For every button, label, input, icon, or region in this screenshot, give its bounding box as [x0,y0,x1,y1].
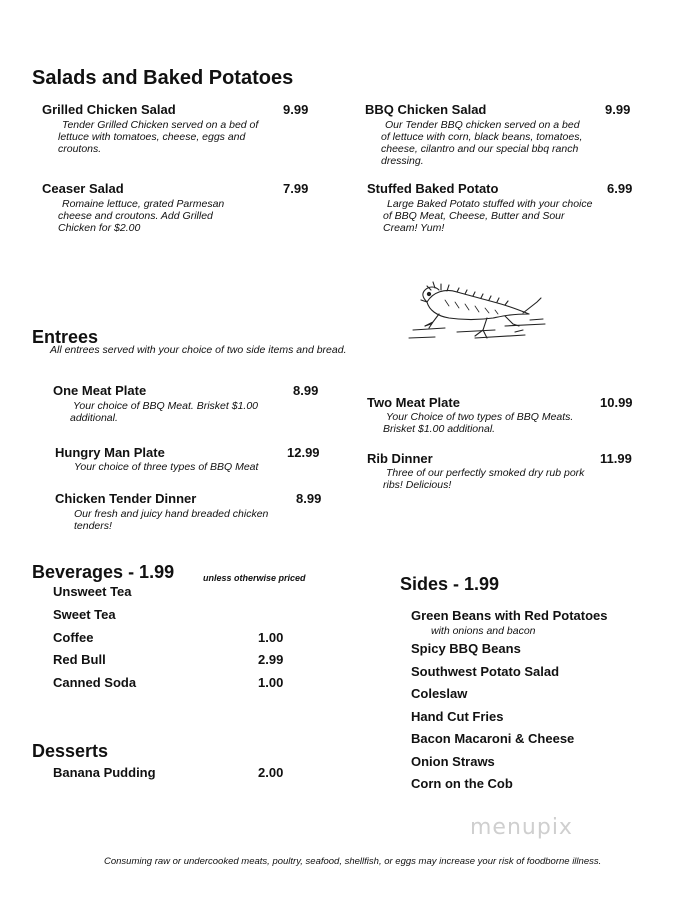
menu-item-name: Green Beans with Red Potatoes [411,608,608,623]
menu-item-name: Ceaser Salad [42,181,124,196]
menu-item-name: Southwest Potato Salad [411,664,560,679]
menu-item-name: Corn on the Cob [411,776,513,791]
menupix-watermark: menupix [470,815,573,840]
menu-item-name: Coffee [53,630,94,645]
menu-item-price: 2.00 [258,765,284,780]
menu-item-name: Hand Cut Fries [411,709,504,724]
horned-lizard-illustration [405,280,551,360]
menu-item-price: 2.99 [258,652,284,667]
menu-item-description: Tender Grilled Chicken served on a bed of lettuce with tomatoes, cheese, eggs and croutons. [58,119,259,155]
menu-item-name: Bacon Macaroni & Cheese [411,731,575,746]
menu-item-name: Banana Pudding [53,765,156,780]
menu-item-name: Two Meat Plate [367,395,460,410]
menu-item-description: Your choice of BBQ Meat. Brisket $1.00 additional. [70,400,259,424]
menu-item-price: 1.00 [258,675,284,690]
menu-item-description: Our Tender BBQ chicken served on a bed of lettuce with corn, black beans, tomatoes, cheese, cilantro and our special bbq ranch dressing. [381,119,583,167]
entrees-heading: Entrees [32,327,99,347]
menu-item-price: 10.99 [600,395,633,410]
menu-item-name: Hungry Man Plate [55,445,165,460]
menu-item-description: Large Baked Potato stuffed with your choice of BBQ Meat, Cheese, Butter and Sour Cream! Yum! [383,198,593,234]
menu-item-name: Chicken Tender Dinner [55,491,197,506]
menu-item-name: Stuffed Baked Potato [367,181,499,196]
menu-item-price: 11.99 [600,451,632,466]
menu-item-name: Canned Soda [53,675,137,690]
menu-item-name: Red Bull [53,652,106,667]
menu-item-price: 8.99 [296,491,322,506]
menu-item-description: Three of our perfectly smoked dry rub pork ribs! Delicious! [383,467,585,491]
menu-item-description: Romaine lettuce, grated Parmesan cheese and croutons. Add Grilled Chicken for $2.00 [58,198,225,234]
menu-item-description: Our fresh and juicy hand breaded chicken tenders! [74,508,269,532]
menu-item-name: Spicy BBQ Beans [411,641,521,656]
menu-item-price: 6.99 [607,181,633,196]
menu-item-name: Sweet Tea [53,607,116,622]
menu-item-price: 9.99 [605,102,631,117]
menu-item-name: One Meat Plate [53,383,147,398]
sides-heading: Sides - 1.99 [400,574,500,594]
menu-item-description: Your choice of three types of BBQ Meat [74,461,259,473]
menu-item-name: BBQ Chicken Salad [365,102,487,117]
menu-item-price: 7.99 [283,181,309,196]
beverages-heading: Beverages - 1.99 [32,562,175,582]
menu-item-description: Your Choice of two types of BBQ Meats. Brisket $1.00 additional. [383,411,574,435]
beverages-note: unless otherwise priced [203,573,306,583]
menu-item-price: 1.00 [258,630,284,645]
menu-item-name: Unsweet Tea [53,584,132,599]
desserts-heading: Desserts [32,741,109,761]
salads-heading: Salads and Baked Potatoes [32,67,294,89]
menu-item-name: Coleslaw [411,686,468,701]
menu-item-price: 9.99 [283,102,309,117]
menu-item-name: Rib Dinner [367,451,433,466]
menu-item-price: 8.99 [293,383,319,398]
menu-item-price: 12.99 [287,445,320,460]
menu-item-name: Onion Straws [411,754,495,769]
food-safety-disclaimer: Consuming raw or undercooked meats, poultry, seafood, shellfish, or eggs may increase your risk of foodborne illness. [104,856,602,867]
menu-item-name: Grilled Chicken Salad [42,102,176,117]
entrees-subtitle: All entrees served with your choice of two side items and bread. [50,344,347,356]
menu-item-description: with onions and bacon [431,625,536,637]
